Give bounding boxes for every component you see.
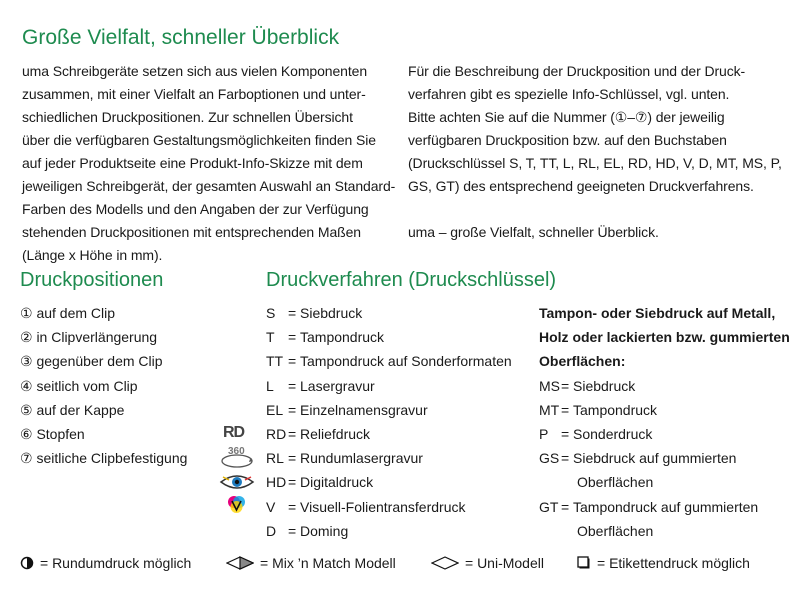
intro-line: (Länge x Höhe in mm). bbox=[22, 247, 163, 263]
list-item bbox=[266, 495, 512, 519]
equals: = bbox=[561, 450, 570, 467]
code: T bbox=[266, 329, 275, 346]
equals: = bbox=[561, 401, 570, 418]
code: V bbox=[266, 498, 276, 515]
relief-logo-icon bbox=[223, 424, 244, 442]
code: RD bbox=[266, 425, 287, 442]
intro-line: zusammen, mit einer Vielfalt an Farboptionen und unter- bbox=[22, 86, 366, 102]
list-item bbox=[266, 470, 512, 494]
list-item bbox=[539, 374, 790, 398]
rundum-laser-logo-text: 360 bbox=[228, 446, 245, 457]
half-circle-icon bbox=[20, 556, 34, 570]
metall-heading-line: Tampon- oder Siebdruck auf Metall, bbox=[539, 305, 776, 321]
druckverfahren-list bbox=[266, 301, 512, 543]
list-item: ③ gegenüber dem Clip bbox=[20, 353, 163, 370]
code: MS bbox=[539, 377, 560, 394]
equals: = bbox=[288, 353, 297, 370]
equals: = bbox=[561, 498, 570, 515]
code: TT bbox=[266, 353, 284, 370]
list-item bbox=[539, 422, 790, 446]
legend-uni bbox=[431, 555, 544, 571]
list-item bbox=[266, 422, 512, 446]
legend-text: = Rundumdruck möglich bbox=[40, 555, 192, 571]
list-item bbox=[539, 446, 790, 470]
intro-line: uma Schreibgeräte setzen sich aus vielen Komponenten bbox=[22, 63, 368, 79]
list-item bbox=[266, 398, 512, 422]
list-item: ⑦ seitliche Clipbefestigung bbox=[20, 450, 188, 467]
label: Tampondruck bbox=[300, 329, 385, 346]
code: HD bbox=[266, 474, 287, 491]
list-item bbox=[539, 398, 790, 422]
label: Tampondruck auf Sonderformaten bbox=[300, 353, 512, 370]
label: Tampondruck auf gummierten bbox=[573, 498, 759, 515]
code: D bbox=[266, 522, 277, 539]
code: P bbox=[539, 425, 549, 442]
label: Visuell-Folientransferdruck bbox=[300, 498, 466, 515]
list-item: ④ seitlich vom Clip bbox=[20, 377, 138, 394]
equals: = bbox=[288, 425, 297, 442]
equals: = bbox=[288, 377, 297, 394]
equals: = bbox=[288, 329, 297, 346]
list-item: ② in Clipverlängerung bbox=[20, 329, 158, 346]
list-item-continuation bbox=[539, 519, 790, 543]
intro-line: Für die Beschreibung der Druckposition und der Druck- bbox=[408, 63, 746, 79]
legend-mix-match bbox=[226, 555, 396, 571]
label: Siebdruck bbox=[300, 305, 363, 321]
label: Siebdruck bbox=[573, 377, 636, 394]
square-shadow-icon bbox=[577, 556, 591, 570]
druckpositionen-heading: Druckpositionen bbox=[20, 269, 164, 291]
intro-line: (Druckschlüssel S, T, TT, L, RL, EL, RD, HD, V, D, MT, MS, P, bbox=[408, 155, 782, 171]
intro-line: auf jeder Produktseite eine Produkt-Info-Skizze mit dem bbox=[22, 155, 363, 171]
visual-transfer-logo-icon bbox=[226, 495, 250, 520]
equals: = bbox=[561, 425, 570, 442]
label: Oberflächen bbox=[577, 474, 654, 491]
rundum-laser-logo-icon bbox=[220, 446, 254, 475]
label: Siebdruck auf gummierten bbox=[573, 450, 737, 467]
equals: = bbox=[288, 401, 297, 418]
label: Tampondruck bbox=[573, 401, 658, 418]
legend-text: = Etikettendruck möglich bbox=[597, 555, 750, 571]
equals: = bbox=[288, 498, 297, 515]
list-item bbox=[539, 495, 790, 519]
intro-line: über die verfügbaren Gestaltungsmöglichkeiten finden Sie bbox=[22, 132, 376, 148]
list-item bbox=[266, 519, 512, 543]
label: Einzelnamensgravur bbox=[300, 401, 428, 418]
label: Lasergravur bbox=[300, 377, 375, 394]
code: GS bbox=[539, 450, 560, 467]
intro-line: jeweiligen Schreibgerät, der gesamten Auswahl an Standard- bbox=[22, 178, 396, 194]
page-title: Große Vielfalt, schneller Überblick bbox=[22, 26, 340, 49]
code: S bbox=[266, 305, 276, 321]
equals: = bbox=[288, 450, 297, 467]
intro-line bbox=[408, 198, 782, 221]
legend-rundum bbox=[20, 555, 191, 571]
label: Sonderdruck bbox=[573, 425, 653, 442]
equals: = bbox=[288, 474, 297, 491]
intro-left bbox=[22, 60, 395, 267]
list-item: ⑥ Stopfen bbox=[20, 425, 85, 442]
intro-right bbox=[408, 60, 782, 244]
intro-line: uma – große Vielfalt, schneller Überblick. bbox=[408, 224, 659, 240]
equals: = bbox=[288, 305, 297, 321]
list-item bbox=[266, 446, 512, 470]
metall-heading-line: Oberflächen: bbox=[539, 353, 626, 370]
code: RL bbox=[266, 450, 284, 467]
intro-line: schiedlichen Druckpositionen. Zur schnellen Übersicht bbox=[22, 109, 353, 125]
list-item-continuation bbox=[539, 470, 790, 494]
intro-line: GS, GT) des entsprechend geeigneten Druckverfahrens. bbox=[408, 178, 754, 194]
label: Reliefdruck bbox=[300, 425, 371, 442]
relief-logo-text: RD bbox=[223, 424, 245, 441]
code: MT bbox=[539, 401, 560, 418]
list-item bbox=[266, 349, 512, 373]
code: GT bbox=[539, 498, 559, 515]
list-item: ⑤ auf der Kappe bbox=[20, 401, 125, 418]
metall-heading-line: Holz oder lackierten bzw. gummierten bbox=[539, 329, 790, 346]
intro-line: Farben des Modells und den Angaben der zur Verfügung bbox=[22, 201, 369, 217]
druckpositionen-list bbox=[20, 301, 187, 470]
label: Oberflächen bbox=[577, 522, 654, 539]
label: Doming bbox=[300, 522, 349, 539]
metall-list bbox=[539, 301, 790, 543]
intro-line: verfügbaren Druckposition bzw. auf den Buchstaben bbox=[408, 132, 727, 148]
legend-text: = Uni-Modell bbox=[465, 555, 544, 571]
code: L bbox=[266, 377, 274, 394]
intro-line: Bitte achten Sie auf die Nummer (①–⑦) der jeweilig bbox=[408, 109, 725, 125]
druckverfahren-heading: Druckverfahren (Druckschlüssel) bbox=[266, 269, 557, 291]
legend-text: = Mix ’n Match Modell bbox=[260, 555, 396, 571]
half-diamond-icon bbox=[226, 556, 254, 570]
list-item bbox=[266, 374, 512, 398]
legend-etikett bbox=[577, 555, 750, 571]
equals: = bbox=[561, 377, 570, 394]
intro-line: verfahren gibt es spezielle Info-Schlüssel, vgl. unten. bbox=[408, 86, 730, 102]
code: EL bbox=[266, 401, 284, 418]
list-item: ① auf dem Clip bbox=[20, 305, 116, 321]
list-item bbox=[266, 301, 512, 325]
intro-line: stehenden Druckpositionen mit entsprechenden Maßen bbox=[22, 224, 361, 240]
label: Rundumlasergravur bbox=[300, 450, 423, 467]
diamond-icon bbox=[431, 556, 459, 570]
list-item bbox=[266, 325, 512, 349]
equals: = bbox=[288, 522, 297, 539]
eye-logo-icon bbox=[219, 473, 255, 496]
label: Digitaldruck bbox=[300, 474, 374, 491]
